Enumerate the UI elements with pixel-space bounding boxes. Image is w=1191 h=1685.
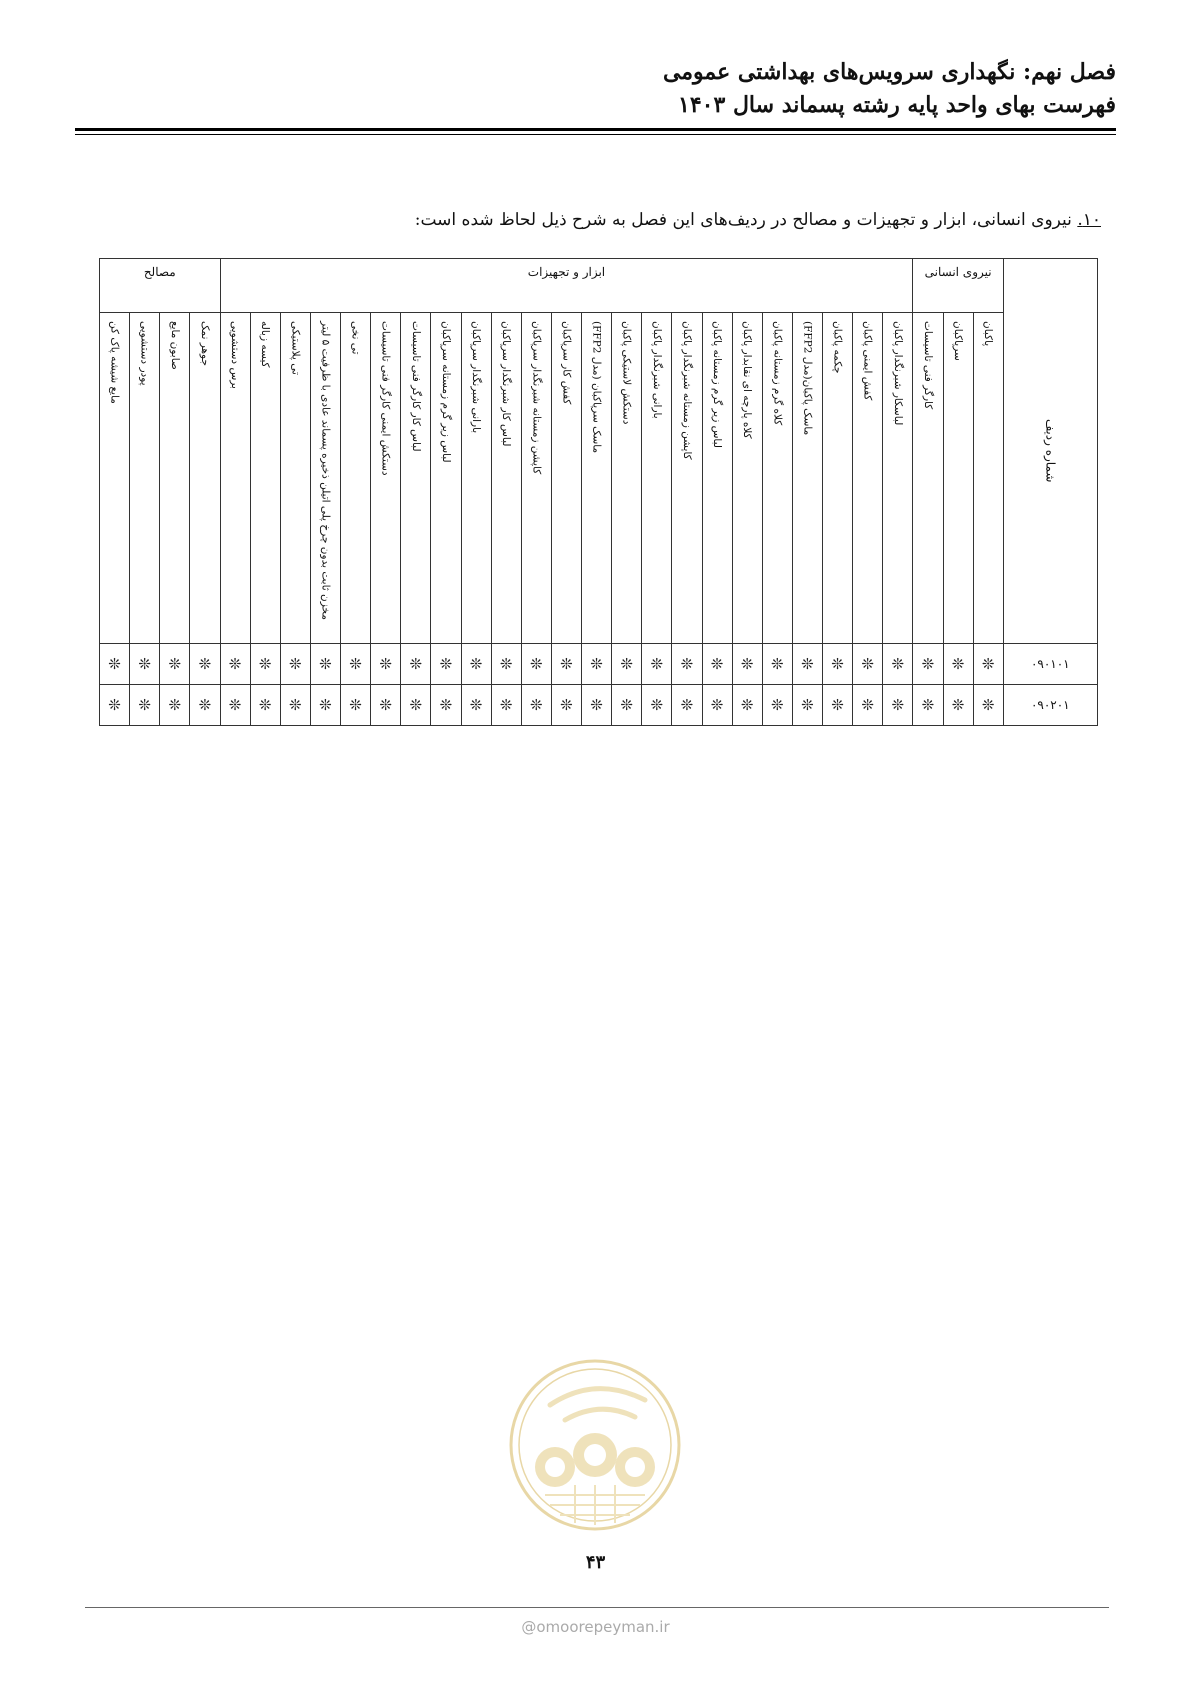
column-header xyxy=(100,313,130,644)
column-header xyxy=(341,313,371,644)
intro-paragraph xyxy=(415,210,1101,230)
included-mark: ❊ xyxy=(190,685,220,726)
included-mark: ❊ xyxy=(250,685,280,726)
website-watermark: @omoorepeyman.ir xyxy=(521,1618,670,1636)
included-mark: ❊ xyxy=(401,644,431,685)
included-mark: ❊ xyxy=(853,685,883,726)
column-header xyxy=(461,313,491,644)
header-rule-thin xyxy=(75,134,1116,135)
included-mark: ❊ xyxy=(160,685,190,726)
included-mark: ❊ xyxy=(913,644,943,685)
included-mark: ❊ xyxy=(130,644,160,685)
column-header-label: تی نخی xyxy=(349,321,362,355)
column-header-label: بارانی شبرنگدار سرپاکبان xyxy=(470,321,483,434)
table-row xyxy=(100,644,1098,685)
row-number-header-label: شماره ردیف xyxy=(1043,419,1058,483)
intro-text: نیروی انسانی، ابزار و تجهیزات و مصالح در ردیف‌های این فصل به شرح ذیل لحاظ شده است: xyxy=(414,210,1078,230)
column-header-label: پاکبان xyxy=(982,321,995,347)
included-mark: ❊ xyxy=(883,644,913,685)
column-header xyxy=(280,313,310,644)
included-mark: ❊ xyxy=(762,685,792,726)
included-mark: ❊ xyxy=(491,644,521,685)
included-mark: ❊ xyxy=(521,685,551,726)
included-mark: ❊ xyxy=(792,644,822,685)
included-mark: ❊ xyxy=(341,685,371,726)
included-mark: ❊ xyxy=(853,644,883,685)
column-header xyxy=(672,313,702,644)
included-mark: ❊ xyxy=(371,644,401,685)
column-header-label: کاپشن زمستانه شبرنگدار پاکبان xyxy=(680,321,693,460)
included-mark: ❊ xyxy=(702,685,732,726)
column-header xyxy=(551,313,581,644)
column-header-label: لباس کار کارگر فنی تاسیسات xyxy=(409,321,422,452)
header-rule-thick xyxy=(75,128,1116,131)
page-header xyxy=(663,56,1116,122)
column-header xyxy=(582,313,612,644)
column-header xyxy=(160,313,190,644)
column-header-label: کیسه زباله xyxy=(259,321,272,368)
row-number-header xyxy=(1003,259,1097,644)
footer-rule xyxy=(85,1607,1109,1608)
column-header-label: کلاه پارچه ای نقابدار پاکبان xyxy=(741,321,754,439)
included-mark: ❊ xyxy=(220,644,250,685)
column-header-label: دستکش ایمنی کارگر فنی تاسیسات xyxy=(379,321,392,476)
column-header-label: جوهر نمک xyxy=(198,321,211,366)
page-number: ۴۳ xyxy=(585,1552,606,1573)
column-header-label: کفش ایمنی پاکبان xyxy=(861,321,874,401)
included-mark: ❊ xyxy=(280,644,310,685)
watermark-logo-icon xyxy=(505,1355,685,1535)
included-mark: ❊ xyxy=(612,644,642,685)
column-header-label: دستکش لاستیکی پاکبان xyxy=(620,321,633,425)
column-header xyxy=(220,313,250,644)
chapter-title: فصل نهم: نگهداری سرویس‌های بهداشتی عمومی xyxy=(662,59,1116,85)
included-mark: ❊ xyxy=(100,685,130,726)
row-number: ۰۹۰۲۰۱ xyxy=(1003,685,1097,726)
column-header-label: تی پلاستیکی xyxy=(289,321,302,375)
included-mark: ❊ xyxy=(883,685,913,726)
included-mark: ❊ xyxy=(642,685,672,726)
included-mark: ❊ xyxy=(732,644,762,685)
included-mark: ❊ xyxy=(190,644,220,685)
column-header xyxy=(130,313,160,644)
column-header-label: لباس کار شبرنگدار سرپاکبان xyxy=(500,321,513,447)
column-header xyxy=(190,313,220,644)
column-header-label: ماسک سرپاکبان (مدل FFP2) xyxy=(590,321,603,454)
included-mark: ❊ xyxy=(672,644,702,685)
included-mark: ❊ xyxy=(431,685,461,726)
included-mark: ❊ xyxy=(280,685,310,726)
column-header xyxy=(853,313,883,644)
column-header xyxy=(491,313,521,644)
column-header-label: کلاه گرم زمستانه پاکبان xyxy=(771,321,784,426)
included-mark: ❊ xyxy=(250,644,280,685)
included-mark: ❊ xyxy=(702,644,732,685)
included-mark: ❊ xyxy=(491,685,521,726)
included-mark: ❊ xyxy=(310,644,340,685)
included-mark: ❊ xyxy=(612,685,642,726)
included-mark: ❊ xyxy=(672,685,702,726)
included-mark: ❊ xyxy=(551,644,581,685)
included-mark: ❊ xyxy=(582,644,612,685)
column-header-label: ماسک پاکبان(مدل FFP2) xyxy=(801,321,814,436)
included-mark: ❊ xyxy=(401,685,431,726)
included-mark: ❊ xyxy=(431,644,461,685)
group-header: نیروی انسانی xyxy=(913,259,1003,313)
included-mark: ❊ xyxy=(823,685,853,726)
price-list-title: فهرست بهای واحد پایه رشته پسماند سال ۱۴۰۳ xyxy=(678,92,1116,118)
column-header-label: بارانی شبرنگدار پاکبان xyxy=(650,321,663,419)
included-mark: ❊ xyxy=(973,685,1003,726)
column-header-label: کفش کار سرپاکبان xyxy=(560,321,573,405)
included-mark: ❊ xyxy=(461,685,491,726)
included-mark: ❊ xyxy=(371,685,401,726)
column-header-label: کاپشن زمستانه شبرنگدار سرپاکبان xyxy=(530,321,543,475)
included-mark: ❊ xyxy=(461,644,491,685)
included-mark: ❊ xyxy=(521,644,551,685)
column-header xyxy=(732,313,762,644)
included-mark: ❊ xyxy=(130,685,160,726)
column-header xyxy=(371,313,401,644)
included-mark: ❊ xyxy=(582,685,612,726)
column-header-label: لباس زیر گرم زمستانه پاکبان xyxy=(711,321,724,448)
column-header xyxy=(973,313,1003,644)
column-header xyxy=(310,313,340,644)
included-mark: ❊ xyxy=(943,685,973,726)
table-row xyxy=(100,685,1098,726)
column-header-label: مخزن ثابت بدون چرخ پلی اتیلن ذخیره پسماند عادی با ظرفیت ۵ لیتر xyxy=(319,321,332,620)
included-mark: ❊ xyxy=(943,644,973,685)
intro-number: ۱۰. xyxy=(1077,210,1101,230)
included-mark: ❊ xyxy=(160,644,190,685)
included-mark: ❊ xyxy=(823,644,853,685)
group-header: مصالح xyxy=(100,259,221,313)
included-mark: ❊ xyxy=(732,685,762,726)
included-mark: ❊ xyxy=(792,685,822,726)
included-mark: ❊ xyxy=(100,644,130,685)
column-header-label: صابون مایع xyxy=(168,321,181,370)
included-mark: ❊ xyxy=(310,685,340,726)
column-header xyxy=(401,313,431,644)
column-header xyxy=(883,313,913,644)
column-header xyxy=(521,313,551,644)
included-mark: ❊ xyxy=(973,644,1003,685)
column-header xyxy=(642,313,672,644)
column-header xyxy=(943,313,973,644)
column-header xyxy=(431,313,461,644)
included-mark: ❊ xyxy=(913,685,943,726)
included-mark: ❊ xyxy=(220,685,250,726)
column-header xyxy=(612,313,642,644)
column-header xyxy=(702,313,732,644)
column-header-label: چکمه پاکبان xyxy=(831,321,844,374)
included-mark: ❊ xyxy=(642,644,672,685)
column-header xyxy=(792,313,822,644)
column-header xyxy=(823,313,853,644)
row-number: ۰۹۰۱۰۱ xyxy=(1003,644,1097,685)
column-header-label: مایع شیشه پاک کن xyxy=(108,321,121,404)
included-mark: ❊ xyxy=(762,644,792,685)
column-header-label: برس دستشویی xyxy=(229,321,242,389)
column-header-label: لباسکار شبرنگدار پاکبان xyxy=(891,321,904,426)
column-header-label: سرپاکبان xyxy=(952,321,965,361)
column-header-label: پودر دستشویی xyxy=(138,321,151,386)
included-mark: ❊ xyxy=(551,685,581,726)
column-header-label: لباس زیر گرم زمستانه سرپاکبان xyxy=(439,321,452,463)
group-header: ابزار و تجهیزات xyxy=(220,259,913,313)
column-header xyxy=(762,313,792,644)
included-mark: ❊ xyxy=(341,644,371,685)
column-header-label: کارگر فنی تاسیسات xyxy=(921,321,934,410)
column-header xyxy=(913,313,943,644)
resource-table xyxy=(99,258,1098,726)
column-header xyxy=(250,313,280,644)
